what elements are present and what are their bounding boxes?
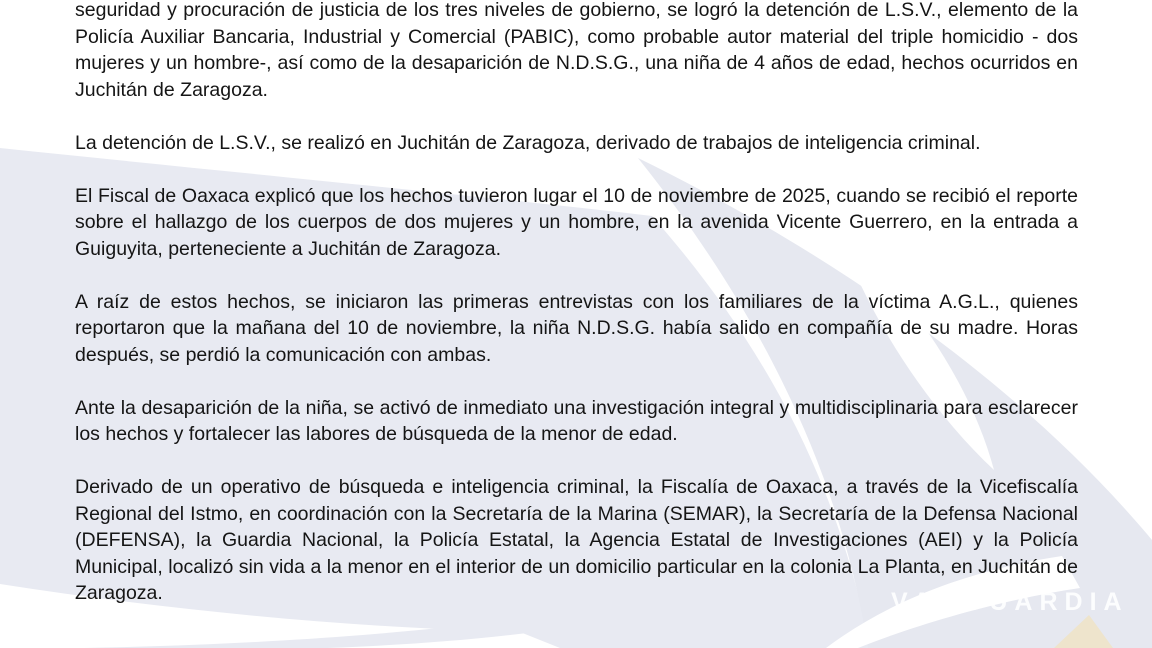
article-paragraph: El Fiscal de Oaxaca explicó que los hechos tuvieron lugar el 10 de noviembre de 2025, cuando se recibió el reporte sobre el hallazgo de los cuerpos de dos mujeres y un hombre, en la avenida Vicente Guerrero, en la entrada a Guiguyita, perteneciente a Juchitán de Zaragoza. <box>75 184 1078 260</box>
watermark-brand-text: VANGUARDIA <box>891 588 1129 616</box>
article-paragraph: Derivado de un operativo de búsqueda e inteligencia criminal, la Fiscalía de Oaxaca, a través de la Vicefiscalía Regional del Istmo, en coordinación con la Secretaría de la Marina (SEMAR), la Secretaría de la Defensa Nacional (DEFENSA), la Guardia Nacional, la Policía Estatal, la Agencia Estatal de Investigaciones (AEI) y la Policía Municipal, localizó sin vida a la menor en el interior de un domicilio particular en la colonia La Planta, en Juchitán de Zaragoza. <box>75 476 1078 604</box>
article-paragraph: La detención de L.S.V., se realizó en Juchitán de Zaragoza, derivado de trabajos de inteligencia criminal. <box>75 131 981 154</box>
article-paragraph: seguridad y procuración de justicia de los tres niveles de gobierno, se logró la detención de L.S.V., elemento de la Policía Auxiliar Bancaria, Industrial y Comercial (PABIC), como probable autor material del triple homicidio - dos mujeres y un hombre-, así como de la desaparición de N.D.S.G., una niña de 4 años de edad, hechos ocurridos en Juchitán de Zaragoza. <box>75 0 1078 101</box>
article-paragraph: A raíz de estos hechos, se iniciaron las primeras entrevistas con los familiares de la víctima A.G.L., quienes reportaron que la mañana del 10 de noviembre, la niña N.D.S.G. había salido en compañía de su madre. Horas después, se perdió la comunicación con ambas. <box>75 290 1078 366</box>
article-body <box>75 0 1078 633</box>
article-paragraph: Ante la desaparición de la niña, se activó de inmediato una investigación integral y multidisciplinaria para esclarecer los hechos y fortalecer las labores de búsqueda de la menor de edad. <box>75 396 1078 445</box>
